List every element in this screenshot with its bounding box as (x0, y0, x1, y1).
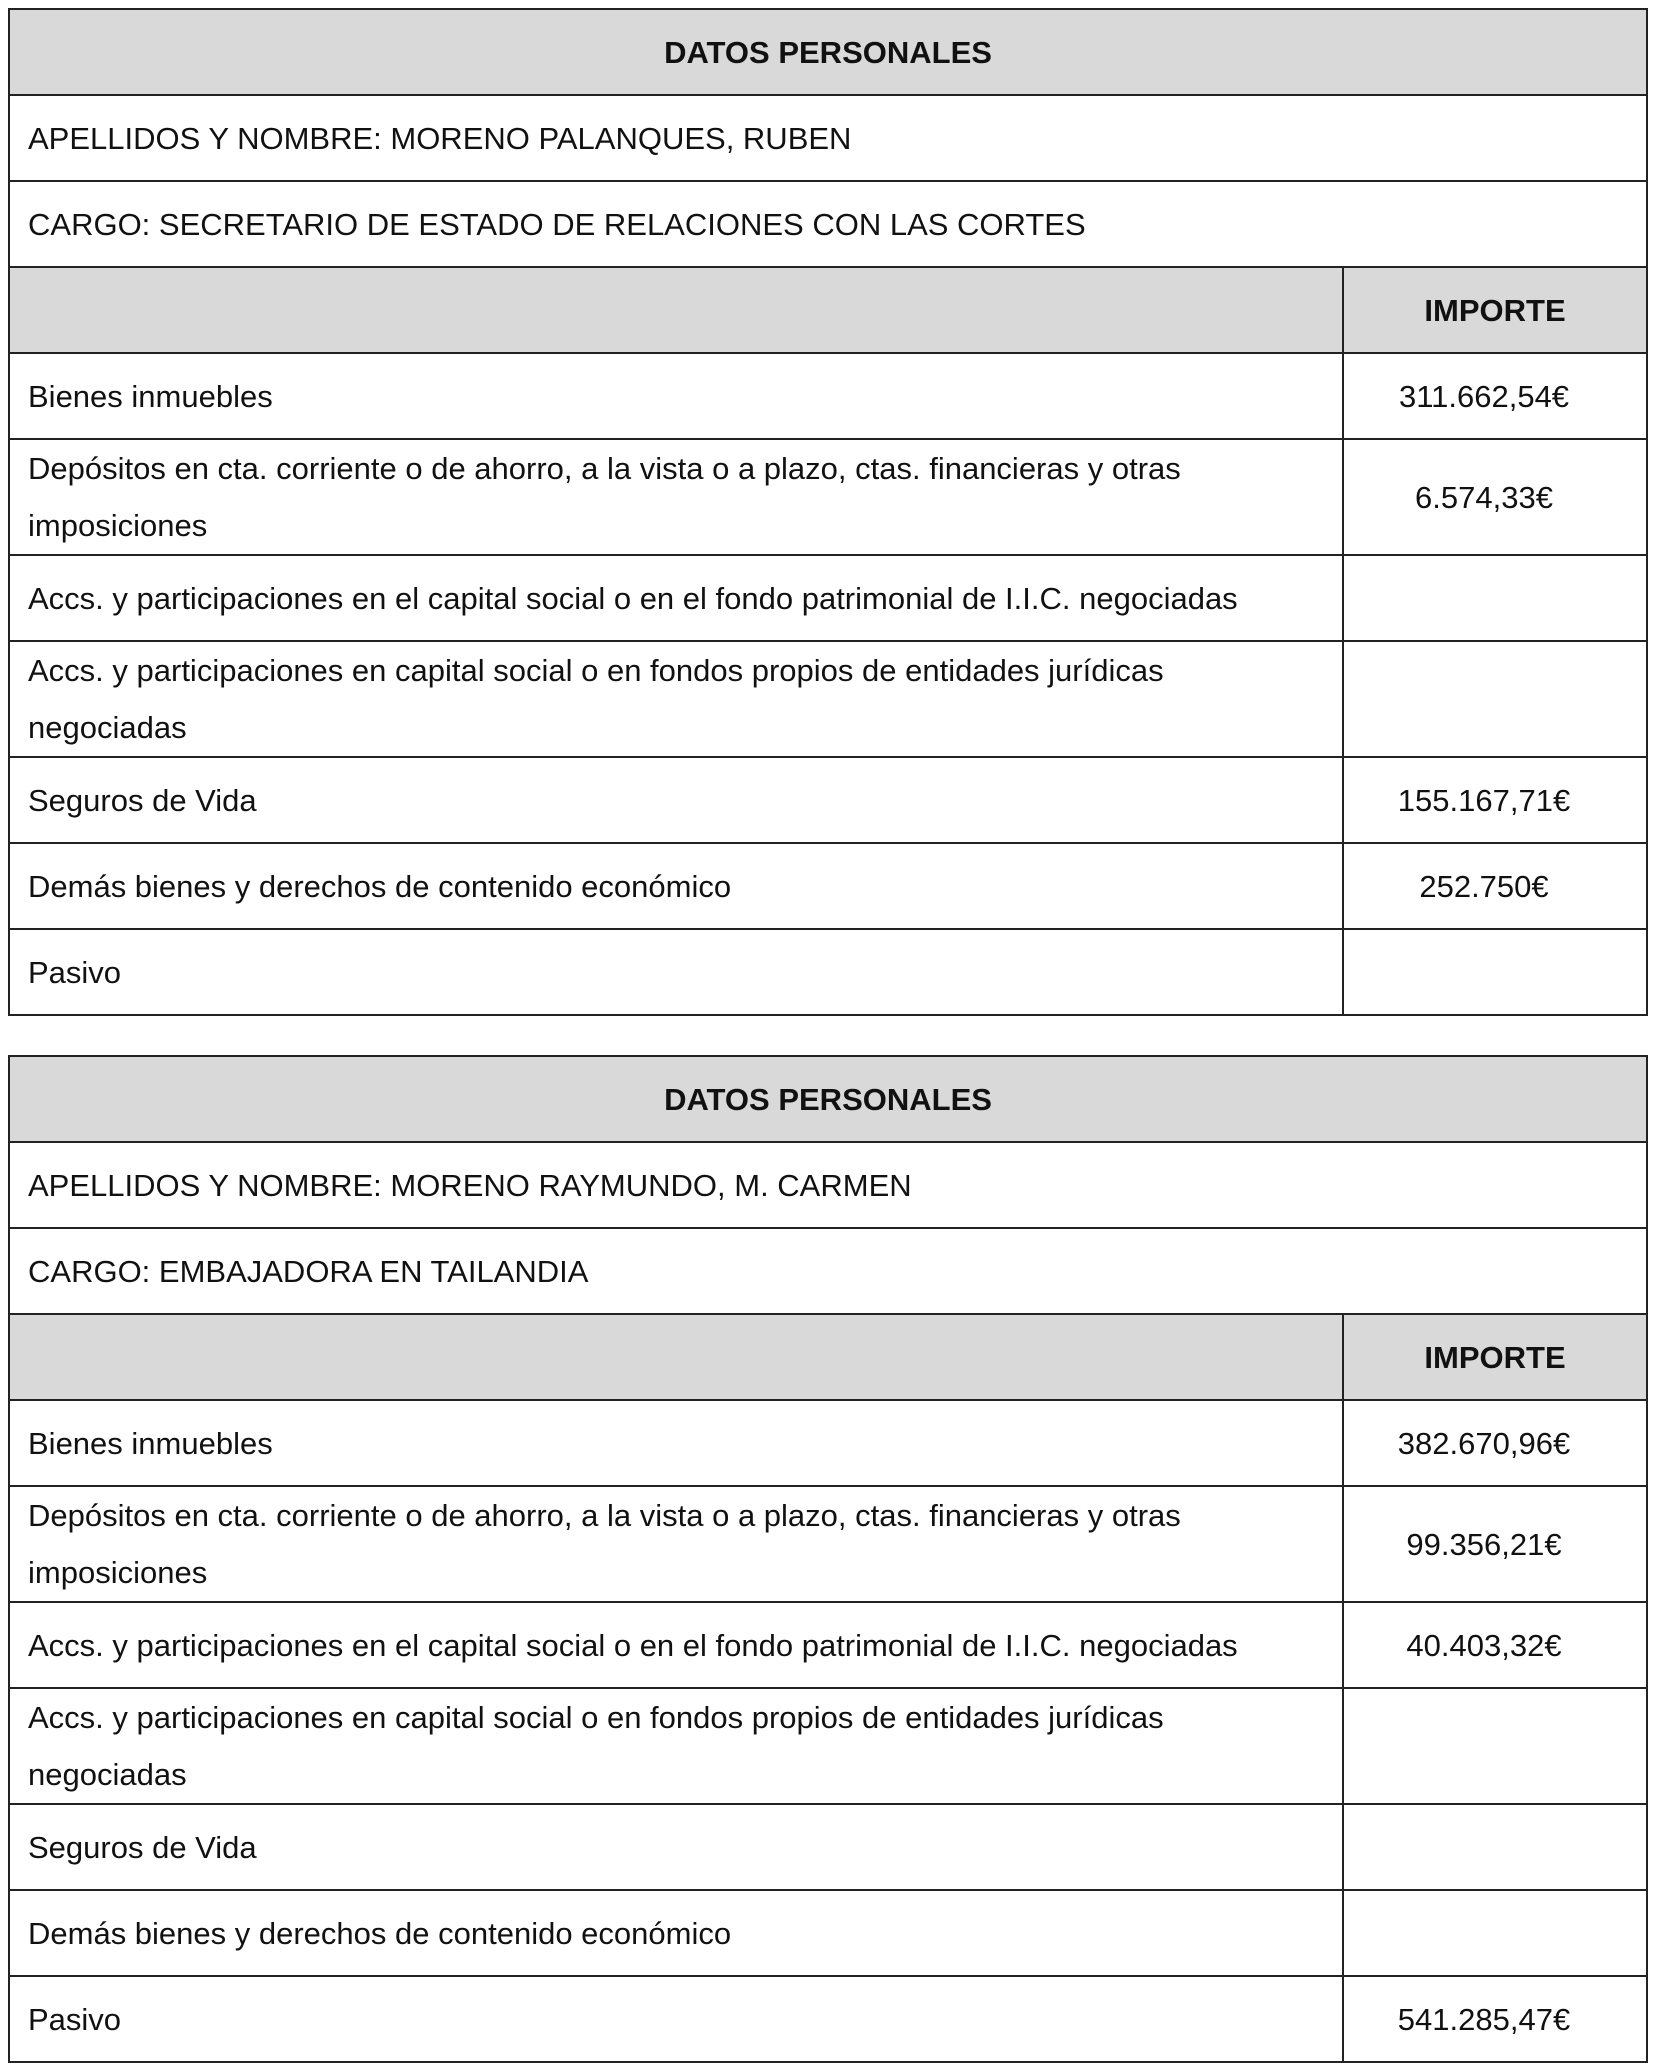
name-line: APELLIDOS Y NOMBRE: MORENO PALANQUES, RUBEN (9, 95, 1647, 181)
table-row (9, 929, 1647, 1015)
table-row (9, 757, 1647, 843)
table-row (9, 1976, 1647, 2062)
concept-cell: Bienes inmuebles (9, 353, 1343, 439)
amount-cell (1343, 1890, 1647, 1976)
section-title: DATOS PERSONALES (9, 9, 1647, 95)
table-row (9, 439, 1647, 555)
concept-cell: Seguros de Vida (9, 1804, 1343, 1890)
table-row (9, 555, 1647, 641)
position-line: CARGO: EMBAJADORA EN TAILANDIA (9, 1228, 1647, 1314)
amount-cell: 382.670,96€ (1343, 1400, 1647, 1486)
table-row (9, 1486, 1647, 1602)
amount-cell (1343, 929, 1647, 1015)
amount-cell (1343, 641, 1647, 757)
amount-cell: 99.356,21€ (1343, 1486, 1647, 1602)
amount-header: IMPORTE (1343, 1314, 1647, 1400)
table-row (9, 1602, 1647, 1688)
concept-cell: Accs. y participaciones en capital social o en fondos propios de entidades jurídicas negociadas (9, 1688, 1343, 1804)
table-row (9, 1804, 1647, 1890)
table-row (9, 641, 1647, 757)
table-row (9, 843, 1647, 929)
concept-cell: Pasivo (9, 1976, 1343, 2062)
concept-cell: Accs. y participaciones en el capital social o en el fondo patrimonial de I.I.C. negociadas (9, 1602, 1343, 1688)
amount-cell: 252.750€ (1343, 843, 1647, 929)
asset-declaration-table (8, 1055, 1648, 2063)
name-line: APELLIDOS Y NOMBRE: MORENO RAYMUNDO, M. CARMEN (9, 1142, 1647, 1228)
table-row (9, 1688, 1647, 1804)
amount-cell (1343, 1688, 1647, 1804)
concept-cell: Demás bienes y derechos de contenido económico (9, 843, 1343, 929)
table-row (9, 1400, 1647, 1486)
table-row (9, 1890, 1647, 1976)
table-row (9, 353, 1647, 439)
amount-cell: 541.285,47€ (1343, 1976, 1647, 2062)
amount-header: IMPORTE (1343, 267, 1647, 353)
section-title: DATOS PERSONALES (9, 1056, 1647, 1142)
amount-cell: 155.167,71€ (1343, 757, 1647, 843)
concept-cell: Accs. y participaciones en el capital social o en el fondo patrimonial de I.I.C. negociadas (9, 555, 1343, 641)
concept-cell: Bienes inmuebles (9, 1400, 1343, 1486)
asset-declaration-table (8, 8, 1648, 1016)
concept-header-cell (9, 1314, 1343, 1400)
amount-cell: 40.403,32€ (1343, 1602, 1647, 1688)
position-line: CARGO: SECRETARIO DE ESTADO DE RELACIONES CON LAS CORTES (9, 181, 1647, 267)
concept-cell: Demás bienes y derechos de contenido económico (9, 1890, 1343, 1976)
concept-cell: Depósitos en cta. corriente o de ahorro, a la vista o a plazo, ctas. financieras y otras imposiciones (9, 439, 1343, 555)
amount-cell (1343, 1804, 1647, 1890)
amount-cell (1343, 555, 1647, 641)
concept-cell: Seguros de Vida (9, 757, 1343, 843)
concept-cell: Accs. y participaciones en capital social o en fondos propios de entidades jurídicas negociadas (9, 641, 1343, 757)
amount-cell: 6.574,33€ (1343, 439, 1647, 555)
concept-cell: Pasivo (9, 929, 1343, 1015)
concept-cell: Depósitos en cta. corriente o de ahorro, a la vista o a plazo, ctas. financieras y otras imposiciones (9, 1486, 1343, 1602)
amount-cell: 311.662,54€ (1343, 353, 1647, 439)
concept-header-cell (9, 267, 1343, 353)
